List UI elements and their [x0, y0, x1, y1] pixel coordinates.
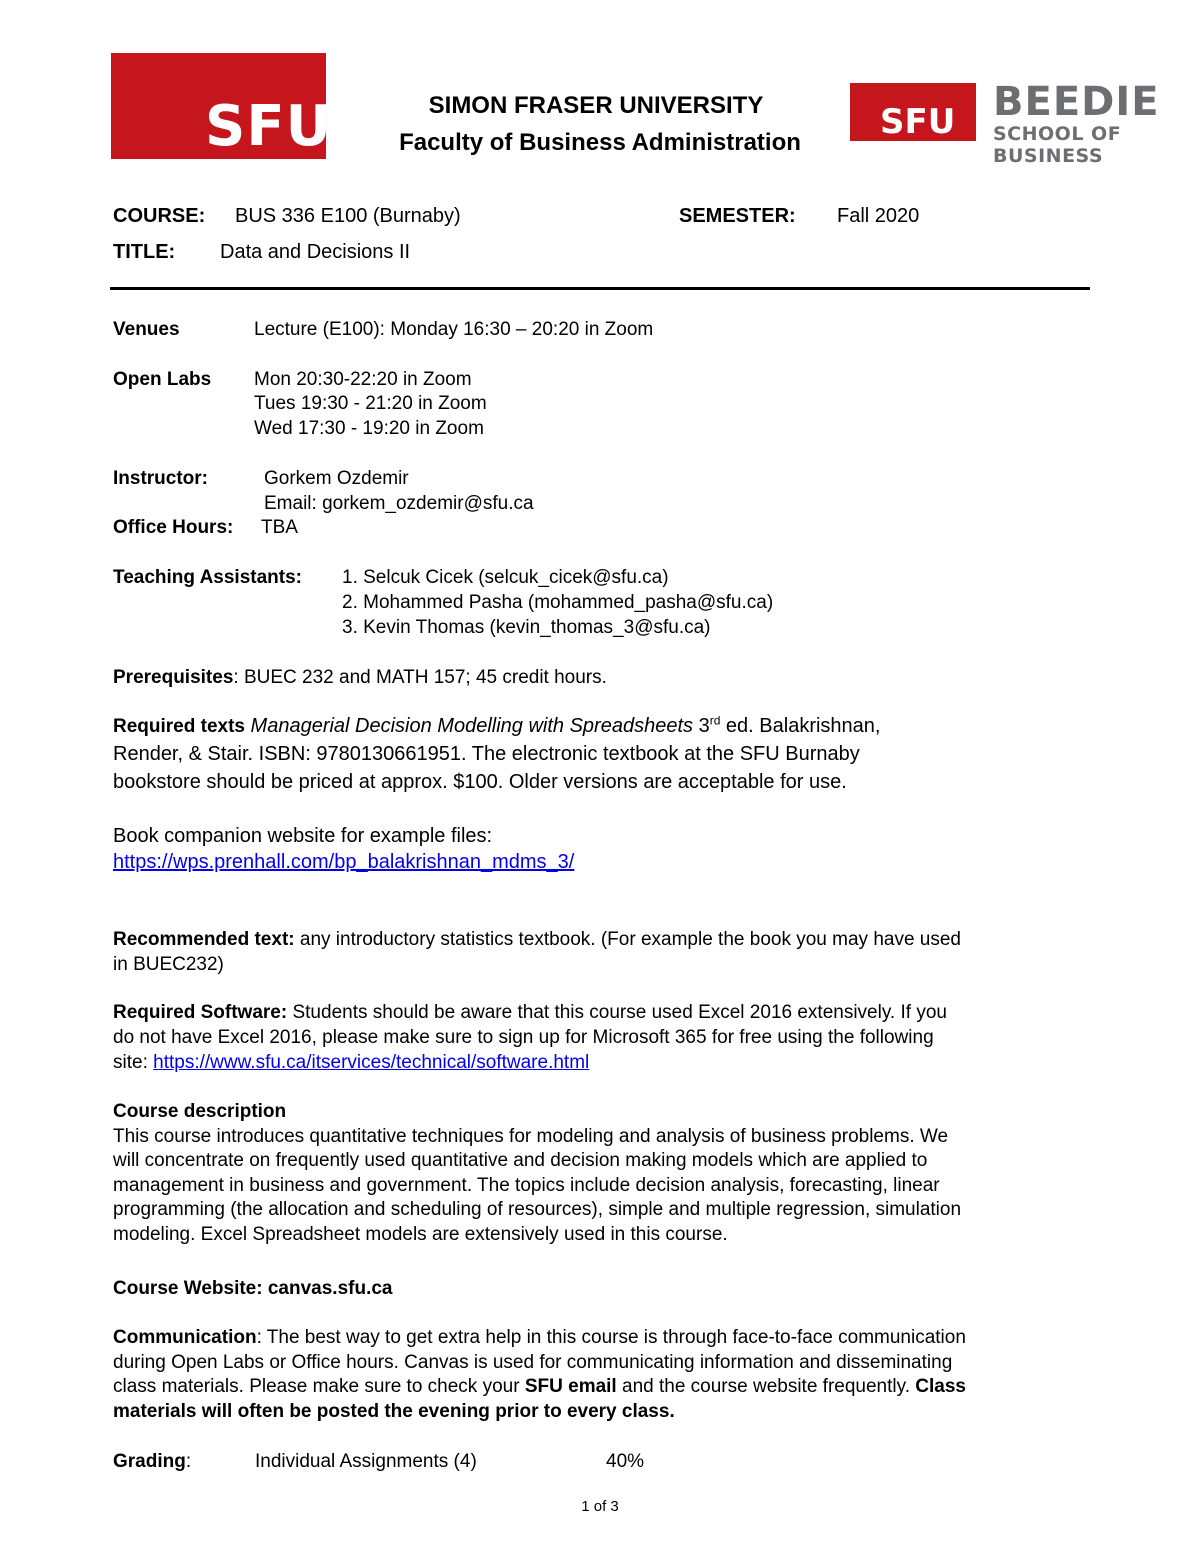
sfu-logo-left-text: SFU — [205, 94, 333, 159]
semester-value: Fall 2020 — [837, 205, 920, 227]
header-divider — [110, 287, 1090, 290]
course-label: COURSE: — [113, 205, 206, 227]
textbook-title: Managerial Decision Modelling with Spreadsheets — [250, 715, 694, 737]
companion-website-label: Book companion website for example files: — [113, 825, 493, 847]
open-lab-item: Tues 19:30 - 21:20 in Zoom — [254, 393, 487, 414]
recommended-line1: Recommended text: any introductory statistics textbook. (For example the book you may have used — [113, 929, 961, 950]
office-hours-label: Office Hours: — [113, 517, 234, 538]
recommended-line2: in BUEC232) — [113, 954, 224, 975]
companion-website-link[interactable]: https://wps.prenhall.com/bp_balakrishnan_mdms_3/ — [113, 851, 575, 873]
office-hours-value: TBA — [261, 517, 298, 538]
communication-line3: class materials. Please make sure to check your SFU email and the course website frequently. Class — [113, 1376, 966, 1397]
required-texts-line3: bookstore should be priced at approx. $100. Older versions are acceptable for use. — [113, 771, 847, 793]
software-line2: do not have Excel 2016, please make sure to sign up for Microsoft 365 for free using the following — [113, 1027, 934, 1048]
open-lab-item: Wed 17:30 - 19:20 in Zoom — [254, 418, 484, 439]
open-lab-item: Mon 20:30-22:20 in Zoom — [254, 369, 472, 390]
communication-line4: materials will often be posted the evening prior to every class. — [113, 1401, 675, 1422]
instructor-label: Instructor: — [113, 468, 208, 489]
ta-label: Teaching Assistants: — [113, 567, 302, 588]
beedie-wordmark: BEEDIE — [993, 79, 1160, 125]
school-of-business-wordmark: SCHOOL OF BUSINESS — [993, 123, 1122, 167]
grading-item: Individual Assignments (4) — [255, 1451, 477, 1472]
ta-item: 3. Kevin Thomas (kevin_thomas_3@sfu.ca) — [342, 617, 711, 638]
description-line: will concentrate on frequently used quantitative and decision making models which are applied to — [113, 1150, 928, 1171]
faculty-heading: Faculty of Business Administration — [399, 129, 801, 156]
description-line: modeling. Excel Spreadsheet models are extensively used in this course. — [113, 1224, 728, 1245]
semester-label: SEMESTER: — [679, 205, 796, 227]
university-heading: SIMON FRASER UNIVERSITY — [428, 92, 764, 119]
required-texts-line2: Render, & Stair. ISBN: 9780130661951. The electronic textbook at the SFU Burnaby — [113, 743, 860, 765]
software-link[interactable]: https://www.sfu.ca/itservices/technical/software.html — [153, 1052, 590, 1073]
description-line: management in business and government. The topics include decision analysis, forecasting, linear — [113, 1175, 940, 1196]
description-line: programming (the allocation and scheduling of resources), simple and multiple regression, simulation — [113, 1199, 962, 1220]
page-number: 1 of 3 — [581, 1498, 619, 1515]
title-label: TITLE: — [113, 241, 176, 263]
ta-item: 1. Selcuk Cicek (selcuk_cicek@sfu.ca) — [342, 567, 669, 588]
grading-percent: 40% — [606, 1451, 645, 1472]
sfu-logo-right-text: SFU — [880, 102, 956, 142]
prerequisites-line: Prerequisites: BUEC 232 and MATH 157; 45 credit hours. — [113, 667, 607, 688]
course-website-line: Course Website: canvas.sfu.ca — [113, 1278, 393, 1299]
software-line3: site: https://www.sfu.ca/itservices/technical/software.html — [113, 1052, 590, 1073]
venues-label: Venues — [113, 319, 180, 340]
communication-line1: Communication: The best way to get extra help in this course is through face-to-face communication — [113, 1327, 966, 1348]
open-labs-label: Open Labs — [113, 369, 212, 390]
description-heading: Course description — [113, 1101, 287, 1122]
course-value: BUS 336 E100 (Burnaby) — [235, 205, 461, 227]
instructor-email: Email: gorkem_ozdemir@sfu.ca — [264, 493, 534, 514]
course-website-value: canvas.sfu.ca — [267, 1278, 393, 1299]
required-texts-line1: Required texts Managerial Decision Modelling with Spreadsheets 3rd ed. Balakrishnan, — [113, 713, 881, 737]
software-line1: Required Software: Students should be aware that this course used Excel 2016 extensively. If you — [113, 1002, 947, 1023]
venues-value: Lecture (E100): Monday 16:30 – 20:20 in Zoom — [254, 319, 654, 340]
instructor-name: Gorkem Ozdemir — [264, 468, 409, 489]
title-value: Data and Decisions II — [220, 241, 411, 263]
grading-label: Grading: — [113, 1451, 192, 1472]
description-line: This course introduces quantitative techniques for modeling and analysis of business problems. We — [113, 1126, 949, 1147]
ta-item: 2. Mohammed Pasha (mohammed_pasha@sfu.ca) — [342, 592, 774, 613]
communication-line2: during Open Labs or Office hours. Canvas is used for communicating information and disseminating — [113, 1352, 953, 1373]
